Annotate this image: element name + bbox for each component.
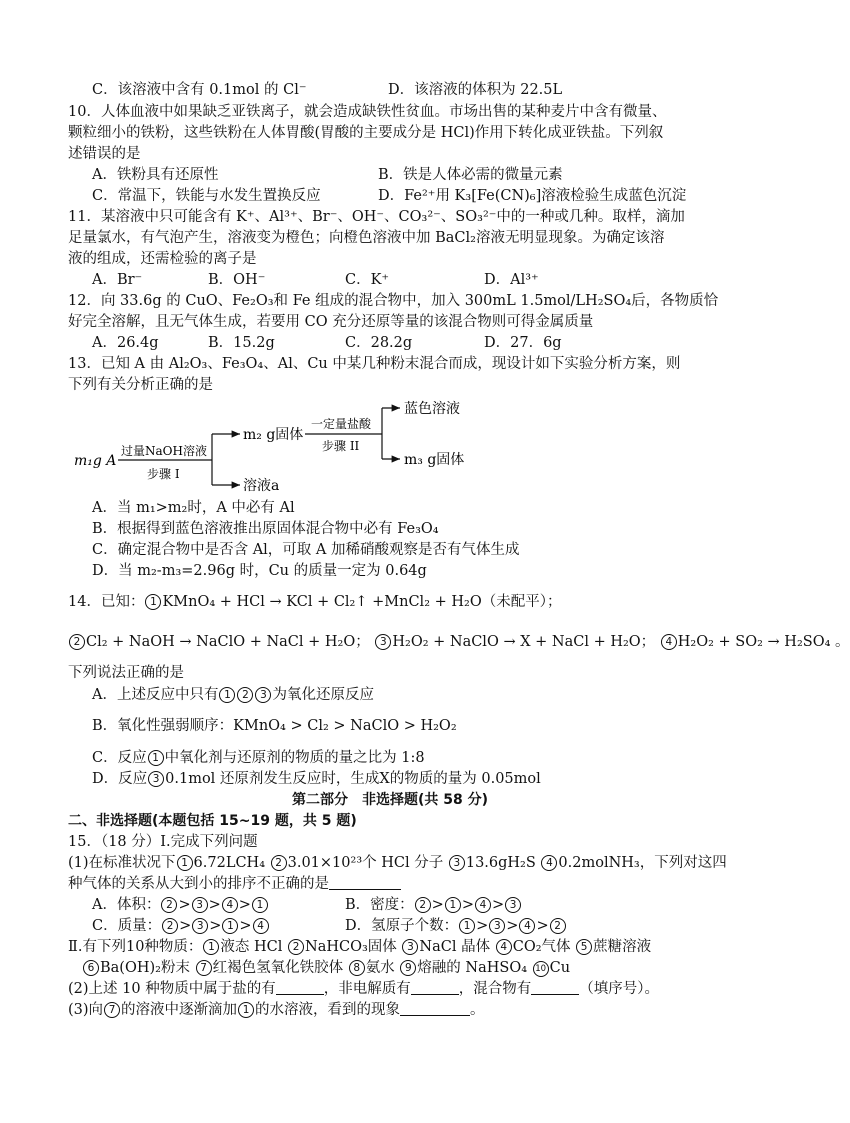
q12-option-a: A．26.4g xyxy=(92,335,159,351)
answer-blank[interactable] xyxy=(329,875,401,890)
q13-option-d: D．当 m₂-m₃=2.96g 时，Cu 的质量一定为 0.64g xyxy=(92,563,427,579)
circle-2: 2 xyxy=(69,634,85,650)
q12-stem-1: 12．向 33.6g 的 CuO、Fe₂O₃和 Fe 组成的混合物中，加入 300mL 1.5mol/LH₂SO₄后，各物质恰 xyxy=(68,293,719,309)
q15-p3-a: (3)向 xyxy=(68,1002,104,1018)
q15-p3-c: 的水溶液，看到的现象 xyxy=(255,1002,401,1018)
q15-p2 xyxy=(68,979,659,999)
q13-option-c: C．确定混合物中是否含 Al，可取 A 加稀硝酸观察是否有气体生成 xyxy=(92,542,520,558)
circle-4: 4 xyxy=(519,918,535,934)
q15-p1-a: (1)在标准状况下 xyxy=(68,855,176,871)
q12-stem-2: 好完全溶解，且无气体生成，若要用 CO 充分还原等量的该混合物则可得金属质量 xyxy=(68,314,594,330)
q15-p2-b: ，非电解质有 xyxy=(323,981,411,997)
q14-option-a-pre: A．上述反应中只有 xyxy=(92,687,219,703)
q14-option-d-post: 0.1mol 还原剂发生反应时，生成X的物质的量为 0.05mol xyxy=(165,771,541,787)
material-8: 氨水 xyxy=(365,960,400,976)
q12-option-c: C．28.2g xyxy=(345,335,413,351)
q14-reactions xyxy=(68,632,850,652)
q14-reaction-4: H₂O₂ + SO₂ → H₂SO₄ 。 xyxy=(677,634,850,650)
part2-title: 第二部分 非选择题(共 58 分) xyxy=(292,792,489,808)
answer-blank[interactable] xyxy=(531,980,579,995)
q10-stem-2: 颗粒细小的铁粉，这些铁粉在人体胃酸(胃酸的主要成分是 HCl)作用下转化成亚铁盐。下列叙 xyxy=(68,125,664,141)
circle-3: 3 xyxy=(449,855,465,871)
diagram-reagent1: 过量NaOH溶液 xyxy=(121,444,207,458)
circle-3: 3 xyxy=(402,939,418,955)
q11-stem-2: 足量氯水，有气泡产生，溶液变为橙色；向橙色溶液中加 BaCl₂溶液无明显现象。为确定该溶 xyxy=(68,230,665,246)
circle-1: 1 xyxy=(459,918,475,934)
q15-p1-line2-text: 种气体的关系从大到小的排序不正确的是 xyxy=(68,876,329,892)
circle-1: 1 xyxy=(219,687,235,703)
q13-stem-1: 13．已知 A 由 Al₂O₃、Fe₃O₄、Al、Cu 中某几种粉末混合而成，现设计如下实验分析方案，则 xyxy=(68,356,681,372)
q15-p1-d: 13.6gH₂S xyxy=(465,855,541,871)
q14-option-c-post: 中氧化剂与还原剂的物质的量之比为 1:8 xyxy=(164,750,425,766)
circle-2: 2 xyxy=(550,918,566,934)
material-6: Ba(OH)₂粉末 xyxy=(100,960,195,976)
q15-p3 xyxy=(68,1000,485,1020)
diagram-step2: 步骤 II xyxy=(322,439,360,453)
q15-head: 15．（18 分）Ⅰ.完成下列问题 xyxy=(68,834,258,850)
circle-3: 3 xyxy=(192,897,208,913)
circle-1: 1 xyxy=(445,897,461,913)
q11-option-b: B．OH⁻ xyxy=(208,272,266,288)
q14-intro xyxy=(68,592,561,612)
material-9: 熔融的 NaHSO₄ xyxy=(417,960,532,976)
circle-9: 9 xyxy=(400,960,416,976)
q11-option-d: D．Al³⁺ xyxy=(484,272,539,288)
q14-stem: 下列说法正确的是 xyxy=(68,665,184,681)
q10-option-c: C．常温下，铁能与水发生置换反应 xyxy=(92,188,321,204)
circle-3: 3 xyxy=(148,771,164,787)
circle-2: 2 xyxy=(162,918,178,934)
answer-blank[interactable] xyxy=(400,1001,470,1016)
q10-option-a: A．铁粉具有还原性 xyxy=(92,167,219,183)
q13-option-a: A．当 m₁>m₂时，A 中必有 Al xyxy=(92,500,295,516)
circle-3: 3 xyxy=(489,918,505,934)
q10-option-d: D．Fe²⁺用 K₃[Fe(CN)₆]溶液检验生成蓝色沉淀 xyxy=(378,188,687,204)
answer-blank[interactable] xyxy=(276,980,324,995)
diagram-solution-a: 溶液a xyxy=(243,478,280,494)
material-4: CO₂气体 xyxy=(512,939,576,955)
circle-4: 4 xyxy=(496,939,512,955)
q15-option-a-label: A．体积： xyxy=(92,897,161,913)
material-10: Cu xyxy=(549,960,571,976)
circle-4: 4 xyxy=(475,897,491,913)
q10-stem-3: 述错误的是 xyxy=(68,146,141,162)
q14-option-a-post: 为氧化还原反应 xyxy=(272,687,374,703)
diagram-start: m₁g A xyxy=(74,453,117,469)
q15-p2-c: ，混合物有 xyxy=(458,981,532,997)
circle-1: 1 xyxy=(203,939,219,955)
q11-option-a: A．Br⁻ xyxy=(92,272,143,288)
q15-option-b-label: B．密度： xyxy=(345,897,414,913)
q13-flow-diagram xyxy=(0,392,794,502)
q14-option-d xyxy=(92,769,541,789)
q15-p3-d: 。 xyxy=(470,1002,485,1018)
circle-1: 1 xyxy=(177,855,193,871)
q13-option-b: B．根据得到蓝色溶液推出原固体混合物中必有 Fe₃O₄ xyxy=(92,521,439,537)
q15-p1-e: 0.2molNH₃，下列对这四 xyxy=(558,855,727,871)
circle-2: 2 xyxy=(237,687,253,703)
circle-7: 7 xyxy=(196,960,212,976)
q11-stem-3: 液的组成，还需检验的离子是 xyxy=(68,251,257,267)
q15-ii-line2 xyxy=(82,958,570,978)
material-2: NaHCO₃固体 xyxy=(305,939,402,955)
q10-option-b: B．铁是人体必需的微量元素 xyxy=(378,167,563,183)
circle-1: 1 xyxy=(222,918,238,934)
circle-4: 4 xyxy=(222,897,238,913)
circle-4: 4 xyxy=(541,855,557,871)
diagram-solid: m₂ g固体 xyxy=(243,427,304,443)
q15-p2-d: （填序号）。 xyxy=(579,981,659,997)
circle-4: 4 xyxy=(661,634,677,650)
q12-option-d: D．27．6g xyxy=(484,335,562,351)
circle-1: 1 xyxy=(252,897,268,913)
q15-p3-b: 的溶液中逐渐滴加 xyxy=(121,1002,238,1018)
q14-reaction-2: Cl₂ + NaOH → NaClO + NaCl + H₂O； xyxy=(86,634,370,650)
q15-ii-head: Ⅱ.有下列10种物质： xyxy=(68,939,203,955)
q14-option-a xyxy=(92,685,374,705)
q15-option-c: C．质量： 2 > 3 > 1 > 4 xyxy=(92,916,270,936)
q14-option-c-pre: C．反应 xyxy=(92,750,147,766)
q11-stem-1: 11．某溶液中只可能含有 K⁺、Al³⁺、Br⁻、OH⁻、CO₃²⁻、SO₃²⁻中的一种或几种。取样，滴加 xyxy=(68,209,685,225)
diagram-step1: 步骤 I xyxy=(147,467,180,481)
answer-blank[interactable] xyxy=(411,980,459,995)
circle-1: 1 xyxy=(148,750,164,766)
circle-6: 6 xyxy=(83,960,99,976)
q10-stem-1: 10．人体血液中如果缺乏亚铁离子，就会造成缺铁性贫血。市场出售的某种麦片中含有微量、 xyxy=(68,104,667,120)
diagram-solid2: m₃ g固体 xyxy=(404,452,465,468)
q15-p1-line1 xyxy=(68,853,727,873)
q14-option-c xyxy=(92,748,425,768)
q15-ii-line1 xyxy=(68,937,651,957)
circle-3: 3 xyxy=(255,687,271,703)
q15-option-c-label: C．质量： xyxy=(92,918,162,934)
material-3: NaCl 晶体 xyxy=(419,939,495,955)
q9-option-d: D．该溶液的体积为 22.5L xyxy=(388,82,563,98)
q15-p1-b: 6.72LCH₄ xyxy=(193,855,270,871)
q14-reaction-1: KMnO₄ + HCl → KCl + Cl₂↑ +MnCl₂ + H₂O（未配平）； xyxy=(162,594,562,610)
circle-10: 10 xyxy=(533,961,549,977)
circle-3: 3 xyxy=(505,897,521,913)
q15-p1-line2 xyxy=(68,874,401,894)
q14-option-d-pre: D．反应 xyxy=(92,771,148,787)
q15-p2-a: (2)上述 10 种物质中属于盐的有 xyxy=(68,981,276,997)
q14-reaction-3: H₂O₂ + NaClO → X + NaCl + H₂O； xyxy=(392,634,656,650)
circle-5: 5 xyxy=(576,939,592,955)
q15-p1-c: 3.01×10²³个 HCl 分子 xyxy=(287,855,448,871)
material-7: 红褐色氢氧化铁胶体 xyxy=(212,960,348,976)
q12-option-b: B．15.2g xyxy=(208,335,275,351)
circle-2: 2 xyxy=(271,855,287,871)
q9-option-c: C．该溶液中含有 0.1mol 的 Cl⁻ xyxy=(92,82,307,98)
diagram-blue-solution: 蓝色溶液 xyxy=(404,401,460,417)
circle-4: 4 xyxy=(253,918,269,934)
q15-option-d-label: D．氢原子个数： xyxy=(345,918,459,934)
diagram-reagent2: 一定量盐酸 xyxy=(311,417,372,431)
circle-2: 2 xyxy=(288,939,304,955)
circle-2: 2 xyxy=(415,897,431,913)
q14-intro-label: 14．已知： xyxy=(68,594,145,610)
circle-3: 3 xyxy=(375,634,391,650)
q13-stem-2: 下列有关分析正确的是 xyxy=(68,377,213,393)
section-title: 二、非选择题(本题包括 15~19 题，共 5 题) xyxy=(68,813,357,829)
q11-option-c: C．K⁺ xyxy=(345,272,390,288)
circle-1: 1 xyxy=(145,594,161,610)
material-1: 液态 HCl xyxy=(220,939,288,955)
circle-2: 2 xyxy=(161,897,177,913)
q15-option-a: A．体积： 2 > 3 > 4 > 1 xyxy=(92,895,269,915)
q14-option-b: B．氧化性强弱顺序：KMnO₄ > Cl₂ > NaClO > H₂O₂ xyxy=(92,718,457,734)
material-5: 蔗糖溶液 xyxy=(593,939,652,955)
circle-8: 8 xyxy=(349,960,365,976)
circle-3: 3 xyxy=(192,918,208,934)
q15-option-b: B．密度： 2 > 1 > 4 > 3 xyxy=(345,895,522,915)
circle-7: 7 xyxy=(104,1002,120,1018)
circle-1: 1 xyxy=(238,1002,254,1018)
q15-option-d: D．氢原子个数： 1 > 3 > 4 > 2 xyxy=(345,916,567,936)
